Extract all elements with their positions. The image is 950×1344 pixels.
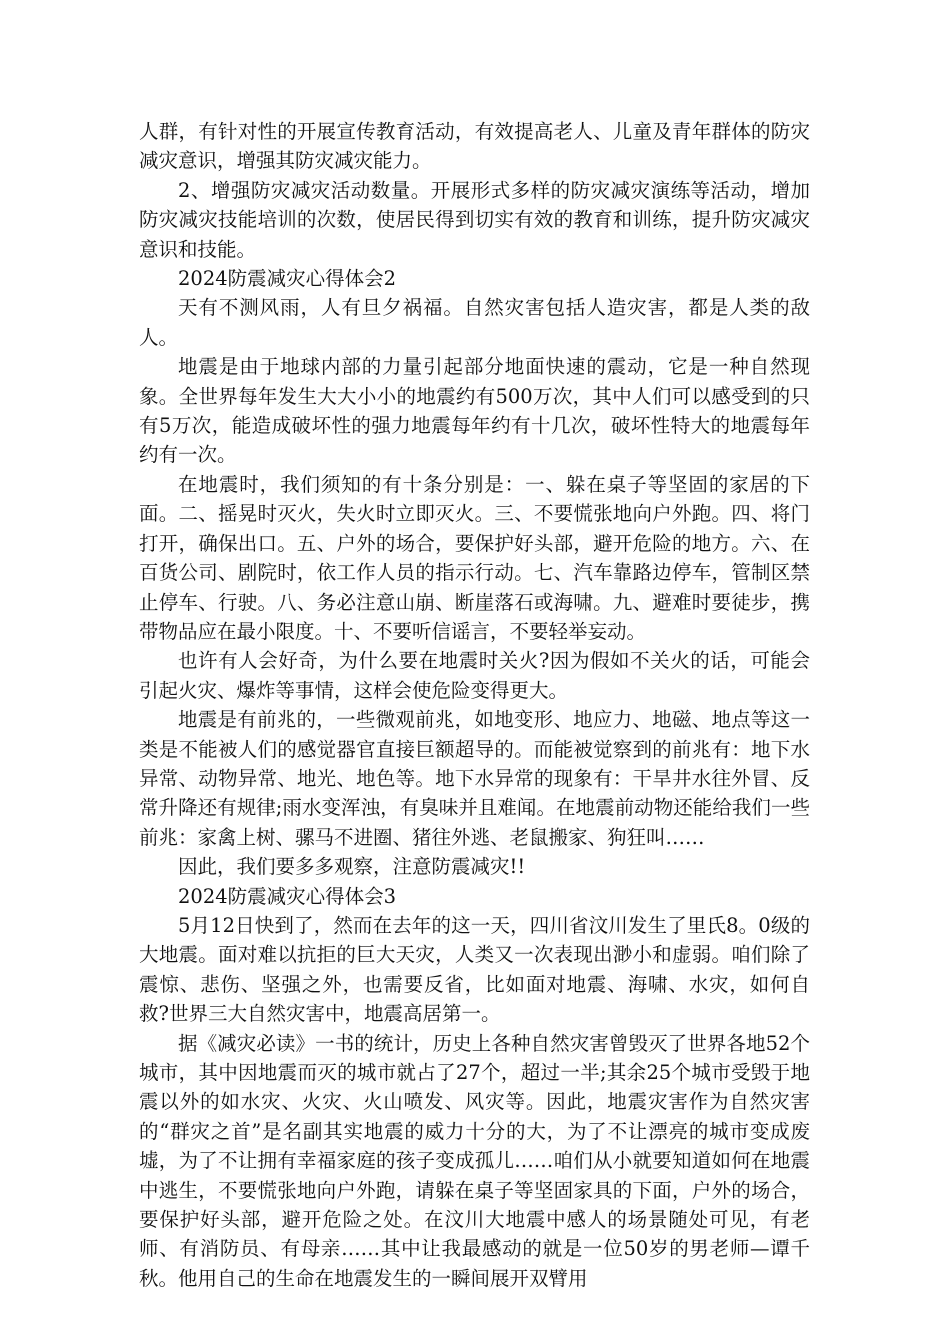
section-heading-3: 2024防震减灾心得体会3 [178, 884, 397, 908]
paragraph-activities: 2、增强防灾减灾活动数量。开展形式多样的防灾减灾演练等活动，增加防灾减灾技能培训的次数，使居民得到切实有效的教育和训练，提升防灾减灾意识和技能。 [139, 178, 810, 261]
paragraph-conclusion: 因此，我们要多多观察，注意防震减灾!! [178, 855, 526, 879]
paragraph-statistics: 据《减灾必读》一书的统计，历史上各种自然灾害曾毁灭了世界各地52个城市，其中因地震而灭的城市就占了27个，超过一半;其余25个城市受毁于地震以外的如水灾、火灾、火山喷发、风灾等。因此，地震灾害作为自然灾害的“群灾之首”是名副其实地震的威力十分的大，为了不让漂亮的城市变成废墟，为了不让拥有幸福家庭的孩子变成孤儿……咱们从小就要知道如何在地震中逃生，不要慌张地向户外跑，请躲在桌子等坚固家具的下面，户外的场合，要保护好头部，避开危险之处。在汶川大地震中感人的场景随处可见，有老师、有消防员、有母亲……其中让我最感动的就是一位50岁的男老师—谭千秋。他用自己的生命在地震发生的一瞬间展开双臂用 [139, 1031, 810, 1290]
paragraph-wenchuan: 5月12日快到了，然而在去年的这一天，四川省汶川发生了里氏8。0级的大地震。面对难以抗拒的巨大天灾，人类又一次表现出渺小和虚弱。咱们除了震惊、悲伤、坚强之外，也需要反省，比如面对地震、海啸、水灾，如何自救?世界三大自然灾害中，地震高居第一。 [139, 913, 810, 1026]
paragraph-precursors: 地震是有前兆的，一些微观前兆，如地变形、地应力、地磁、地点等这一类是不能被人们的感觉器官直接巨额超导的。而能被觉察到的前兆有：地下水异常、动物异常、地光、地色等。地下水异常的现象有：干旱井水往外冒、反常升降还有规律;雨水变浑浊，有臭味并且难闻。在地震前动物还能给我们一些前兆：家禽上树、骡马不进圈、猪往外逃、老鼠搬家、狗狂叫…… [139, 708, 810, 849]
section-heading-2: 2024防震减灾心得体会2 [178, 267, 397, 291]
paragraph-continuation: 人群，有针对性的开展宣传教育活动，有效提高老人、儿童及青年群体的防灾减灾意识，增强其防灾减灾能力。 [139, 120, 810, 173]
document-body [139, 117, 810, 1293]
paragraph-intro: 天有不测风雨，人有旦夕祸福。自然灾害包括人造灾害，都是人类的敌人。 [139, 296, 810, 349]
paragraph-earthquake-definition: 地震是由于地球内部的力量引起部分地面快速的震动，它是一种自然现象。全世界每年发生大大小小的地震约有500万次，其中人们可以感受到的只有5万次，能造成破坏性的强力地震每年约有十几次，破坏性特大的地震每年约有一次。 [139, 355, 810, 467]
paragraph-ten-rules: 在地震时，我们须知的有十条分别是：一、躲在桌子等坚固的家居的下面。二、摇晃时灭火，失火时立即灭火。三、不要慌张地向户外跑。四、将门打开，确保出口。五、户外的场合，要保护好头部，避开危险的地方。六、在百货公司、剧院时，依工作人员的指示行动。七、汽车靠路边停车，管制区禁止停车、行驶。八、务必注意山崩、断崖落石或海啸。九、避难时要徒步，携带物品应在最小限度。十、不要听信谣言，不要轻举妄动。 [139, 472, 810, 643]
paragraph-turn-off-fire: 也许有人会好奇，为什么要在地震时关火?因为假如不关火的话，可能会引起火灾、爆炸等事情，这样会使危险变得更大。 [139, 649, 810, 702]
